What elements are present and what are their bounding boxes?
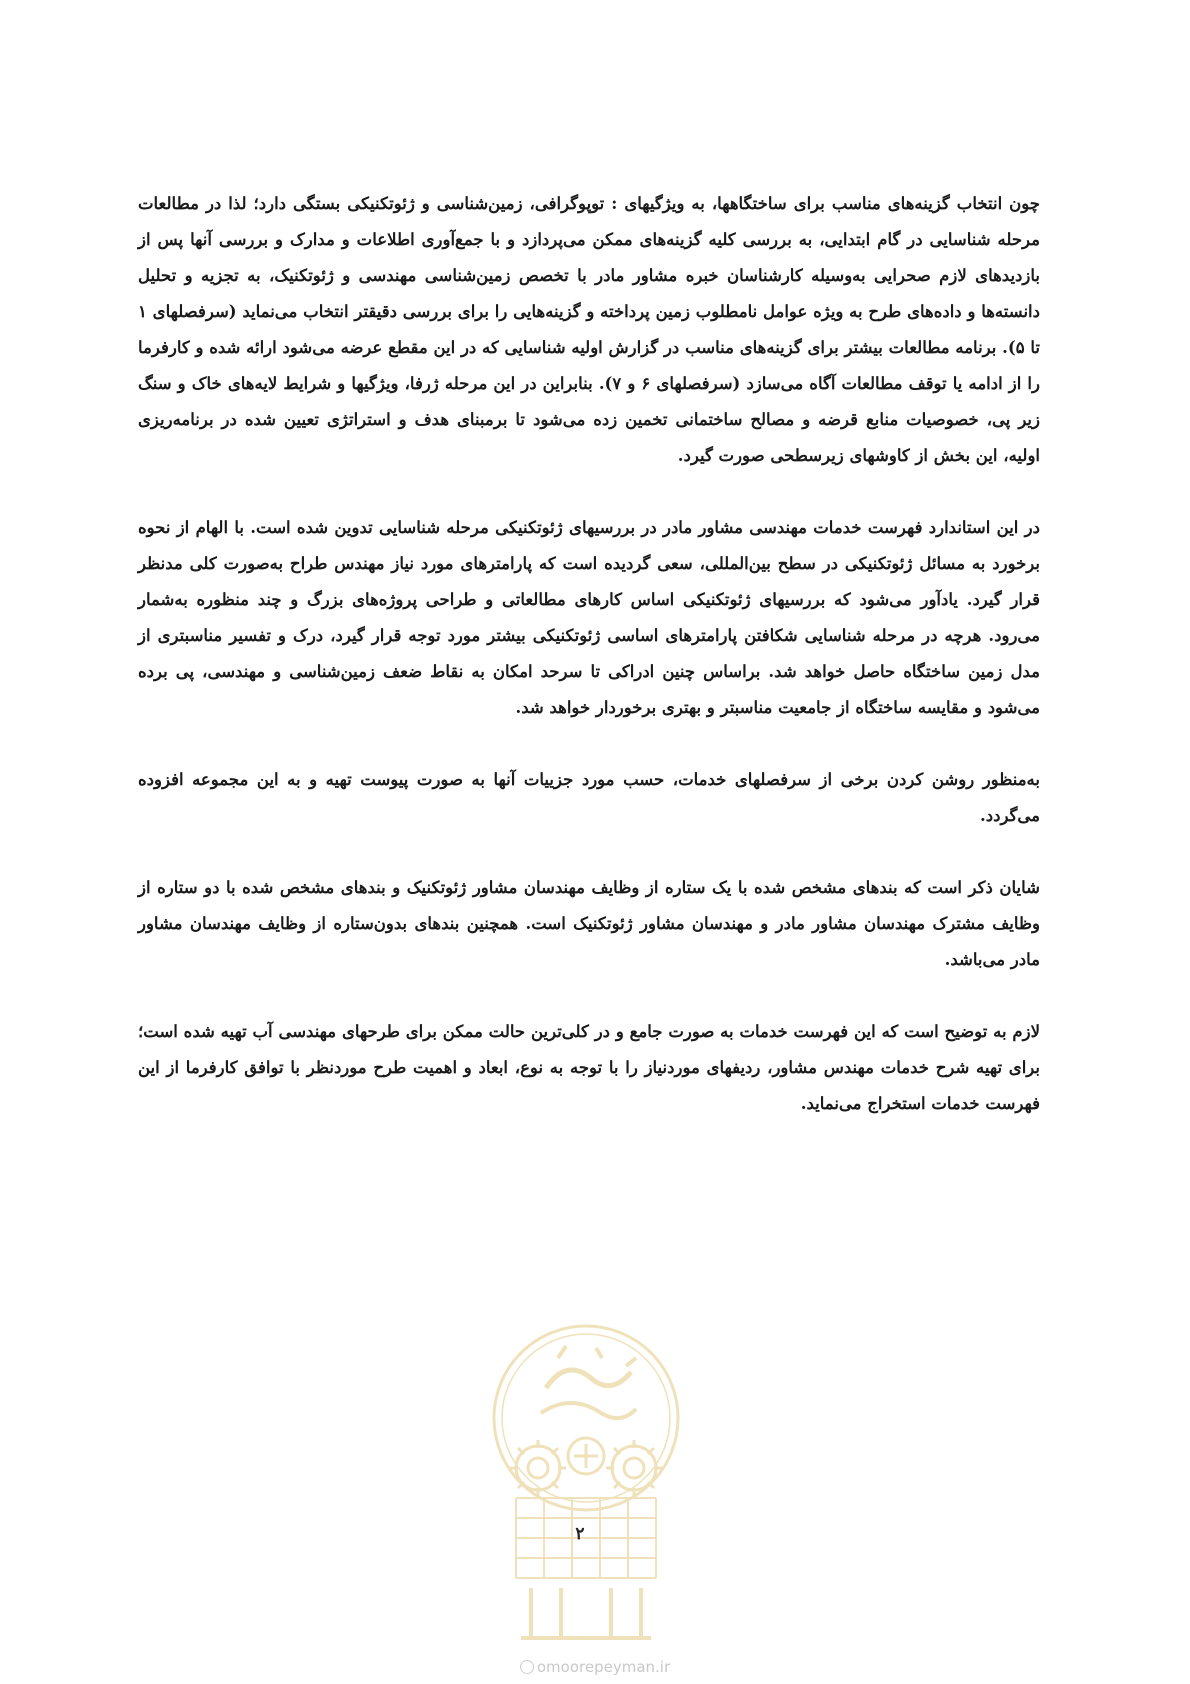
paragraph-usage-note: لازم به توضیح است که این فهرست خدمات به صورت جامع و در کلی‌ترین حالت ممکن برای طرحهای مهندسی آب تهیه شده است؛ برای تهیه شرح خدمات مهندس مشاور، ردیفهای موردنیاز را با توجه به نوع، ابعاد و اهمیت طرح موردنظر با توافق کارفرما از این فهرست خدمات استخراج می‌نماید. — [138, 1022, 1040, 1113]
watermark-logo-icon — [486, 1318, 686, 1658]
paragraph-star-legend: شایان ذکر است که بندهای مشخص شده با یک ستاره از وظایف مهندسان مشاور ژئوتکنیک و بندهای مشخص شده با دو ستاره از وظایف مشترک مهندسان مشاور مادر و مهندسان مشاور ژئوتکنیک است. همچنین بندهای بدون‌ستاره از وظایف مهندسان مشاور مادر می‌باشد. — [138, 878, 1040, 969]
paragraph-standard-scope: در این استاندارد فهرست خدمات مهندسی مشاور مادر در بررسیهای ژئوتکنیکی مرحله شناسایی تدوین شده است. با الهام از نحوه برخورد به مسائل ژئوتکنیکی در سطح بین‌المللی، سعی گردیده است که پارامترهای مورد نیاز مهندس طراح به‌صورت کلی مدنظر قرار گیرد. یادآور می‌شود که بررسیهای ژئوتکنیکی اساس کارهای مطالعاتی و طراحی پروژه‌های بزرگ و چند منظوره به‌شمار می‌رود. هرچه در مرحله شناسایی شکافتن پارامترهای اساسی ژئوتکنیکی بیشتر مورد توجه قرار گیرد، درک و تفسیر مناسبتری از مدل زمین ساختگاه حاصل خواهد شد. براساس چنین ادراکی تا سرحد امکان به نقاط ضعف زمین‌شناسی و مهندسی، پی برده می‌شود و مقایسه ساختگاه از جامعیت مناسبتر و بهتری برخوردار خواهد شد. — [138, 518, 1040, 717]
body-text — [138, 186, 1040, 1122]
paragraph-site-selection: چون انتخاب گزینه‌های مناسب برای ساختگاهها، به ویژگیهای : توپوگرافی، زمین‌شناسی و ژئوتکنیکی بستگی دارد؛ لذا در مطالعات مرحله شناسایی در گام ابتدایی، به بررسی کلیه گزینه‌های ممکن می‌پردازد و با جمع‌آوری اطلاعات و مدارک و بررسی آنها پس از بازدیدهای لازم صحرایی به‌وسیله کارشناسان خبره مشاور مادر با تخصص زمین‌شناسی مهندسی و ژئوتکنیک، به تجزیه و تحلیل دانسته‌ها و داده‌های طرح به ویژه عوامل نامطلوب زمین پرداخته و گزینه‌هایی را برای بررسی دقیقتر انتخاب می‌نماید (سرفصلهای ۱ تا ۵). برنامه مطالعات بیشتر برای گزینه‌های مناسب در گزارش اولیه شناسایی که در این مقطع عرضه می‌شود ارائه شده و کارفرما را از ادامه یا توقف مطالعات آگاه می‌سازد (سرفصلهای ۶ و ۷). بنابراین در این مرحله ژرفا، ویژگیها و شرایط لایه‌های خاک و سنگ زیر پی، خصوصیات منابع قرضه و مصالح ساختمانی تخمین زده می‌شود تا برمبنای هدف و استراتژی تعیین شده در برنامه‌ریزی اولیه، این بخش از کاوشهای زیرسطحی صورت گیرد. — [138, 194, 1040, 465]
watermark-site-url — [495, 1658, 695, 1676]
at-sign-icon — [520, 1660, 534, 1674]
site-url-text: omoorepeyman.ir — [536, 1658, 671, 1676]
paragraph-appendix-note: به‌منظور روشن کردن برخی از سرفصلهای خدمات، حسب مورد جزییات آنها به صورت پیوست تهیه و به این مجموعه افزوده می‌گردد. — [138, 770, 1040, 825]
page-number: ۲ — [575, 1524, 585, 1544]
